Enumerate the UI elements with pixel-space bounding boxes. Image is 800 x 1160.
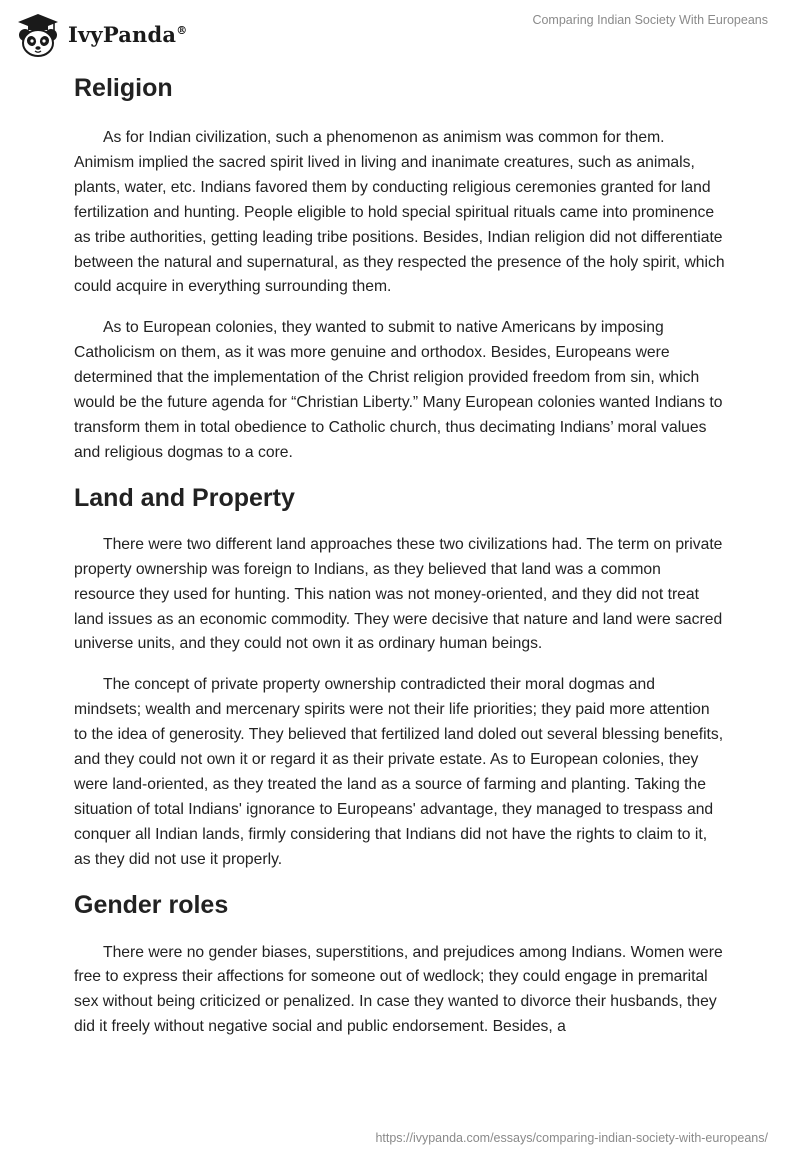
section-heading-gender-roles: Gender roles: [74, 890, 229, 919]
section-heading-land-and-property: Land and Property: [74, 483, 295, 512]
source-url[interactable]: https://ivypanda.com/essays/comparing-indian-society-with-europeans/: [375, 1131, 768, 1145]
paragraph: There were two different land approaches these two civilizations had. The term on private property ownership was foreign to Indians, as they believed that land was a common resource they used for hunting. This nation was not money-oriented, and they did not treat land issues as an economic commodity. They were decisive that nature and land were sacred universe units, and they could not own it as ordinary human beings.: [74, 535, 723, 653]
document-title: Comparing Indian Society With Europeans: [532, 13, 768, 27]
page-header: [0, 0, 800, 60]
logo-wordmark: IvyPanda®: [68, 21, 188, 47]
paragraph: As to European colonies, they wanted to submit to native Americans by imposing Catholicism on them, as it was more genuine and orthodox. Besides, Europeans were determined that the implementation of the Christ religion provided freedom from sin, which would be the future agenda for “Christian Liberty.” Many European colonies wanted Indians to transform them in total obedience to Catholic church, thus decimating Indians’ moral values and religious dogmas to a core.: [74, 319, 723, 461]
ivypanda-logo[interactable]: [14, 10, 187, 58]
paragraph: The concept of private property ownership contradicted their moral dogmas and mindsets; wealth and mercenary spirits were not their life priorities; they paid more attention to the idea of generosity. They believed that fertilized land doled out several blessing benefits, and they could not own it or regard it as their private estate. As to European colonies, they were land-oriented, as they treated the land as a source of farming and planting. Taking the situation of total Indians' ignorance to Europeans' advantage, they managed to trespass and conquer all Indian lands, firmly considering that Indians did not have the rights to claim to it, as they did not use it properly.: [74, 676, 724, 868]
paragraph: There were no gender biases, superstitions, and prejudices among Indians. Women were free to express their affections for someone out of wedlock; they could engage in premarital sex without being criticized or penalized. In case they wanted to divorce their husbands, they did it freely without negative social and public endorsement. Besides, a: [74, 943, 723, 1036]
panda-graduation-icon: [14, 10, 62, 58]
essay-content: [74, 70, 726, 1040]
section-heading-religion: Religion: [74, 74, 173, 102]
paragraph: As for Indian civilization, such a phenomenon as animism was common for them. Animism implied the sacred spirit lived in living and inanimate creatures, such as animals, plants, water, etc. Indians favored them by conducting religious ceremonies granted for land fertilization and hunting. People eligible to hold special spiritual rituals came into prominence as tribe authorities, getting leading tribe positions. Besides, Indian religion did not differentiate between the natural and supernatural, as they respected the presence of the holy spirit, which could acquire in everything surrounding them.: [74, 129, 725, 296]
